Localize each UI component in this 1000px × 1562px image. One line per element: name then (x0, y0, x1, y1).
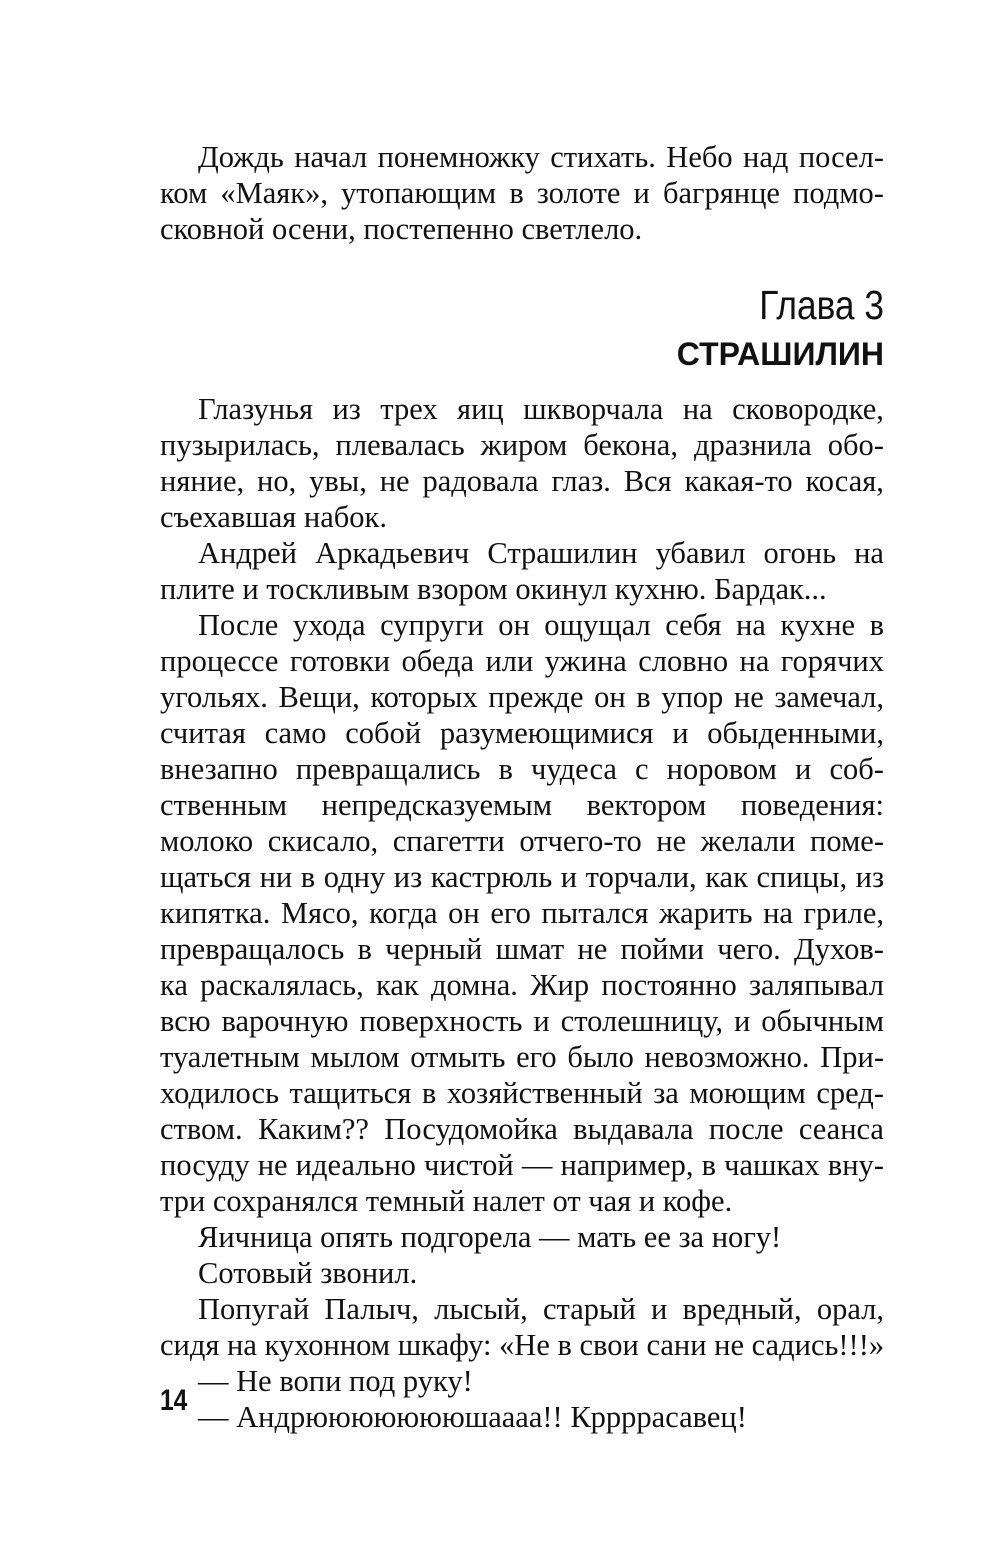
body-line: туалетным мылом отмыть его было невозможно. При- (160, 1040, 884, 1074)
body-line: превращалось в черный шмат не пойми чего. Духов- (160, 932, 884, 966)
body-line: няние, но, увы, не радовала глаз. Вся какая-то косая, (160, 464, 884, 498)
body-line: плите и тоскливым взором окинул кухню. Бардак... (160, 572, 827, 606)
chapter-body (160, 391, 884, 1435)
body-line: После ухода супруги он ощущал себя на кухне в (198, 608, 884, 642)
body-line: три сохранялся темный налет от чая и кофе. (160, 1184, 733, 1218)
body-line: Андрей Аркадьевич Страшилин убавил огонь на (198, 536, 884, 570)
chapter-name: СТРАШИЛИН (676, 336, 884, 372)
intro-line: сковной осени, постепенно светлело. (160, 212, 643, 246)
body-line: ством. Каким?? Посудомойка выдавала после сеанса (160, 1112, 884, 1146)
body-line: щаться ни в одну из кастрюль и торчали, как спицы, из (160, 860, 884, 894)
intro-paragraph (160, 139, 884, 247)
body-line: посуду не идеально чистой — например, в чашках вну- (160, 1148, 884, 1182)
body-line: Сотовый звонил. (198, 1256, 418, 1290)
chapter-title: Глава 3 (759, 282, 884, 328)
body-line: ходилось тащиться в хозяйственный за моющим сред- (160, 1076, 884, 1110)
intro-line: Дождь начал понемножку стихать. Небо над посел- (198, 140, 884, 174)
body-line: считая само собой разумеющимися и обыденными, (160, 716, 884, 750)
body-line: Глазунья из трех яиц шкворчала на сковородке, (198, 392, 884, 426)
page-number: 14 (160, 1384, 188, 1417)
body-line: ка раскалялась, как домна. Жир постоянно заляпывал (160, 968, 884, 1002)
body-line: Попугай Палыч, лысый, старый и вредный, орал, (198, 1292, 884, 1326)
body-line: — Андрюююююююшаааа!! Кррррасавец! (198, 1400, 747, 1434)
body-line: процессе готовки обеда или ужина словно на горячих (160, 644, 884, 678)
body-line: всю варочную поверхность и столешницу, и обычным (160, 1004, 884, 1038)
body-line: внезапно превращались в чудеса с норовом и соб- (160, 752, 884, 786)
body-line: угольях. Вещи, которых прежде он в упор не замечал, (160, 680, 884, 714)
body-line: кипятка. Мясо, когда он его пытался жарить на гриле, (160, 896, 884, 930)
body-line: пузырилась, плевалась жиром бекона, дразнила обо- (160, 428, 884, 462)
body-line: ственным непредсказуемым вектором поведения: (160, 788, 884, 822)
body-line: молоко скисало, спагетти отчего-то не желали поме- (160, 824, 884, 858)
intro-line: ком «Маяк», утопающим в золоте и багрянце подмо- (160, 176, 884, 210)
body-line: сидя на кухонном шкафу: «Не в свои сани не садись!!!» (160, 1328, 885, 1362)
body-line: — Не вопи под руку! (198, 1364, 473, 1398)
body-line: Яичница опять подгорела — мать ее за ногу! (198, 1220, 782, 1254)
body-line: съехавшая набок. (160, 500, 387, 534)
